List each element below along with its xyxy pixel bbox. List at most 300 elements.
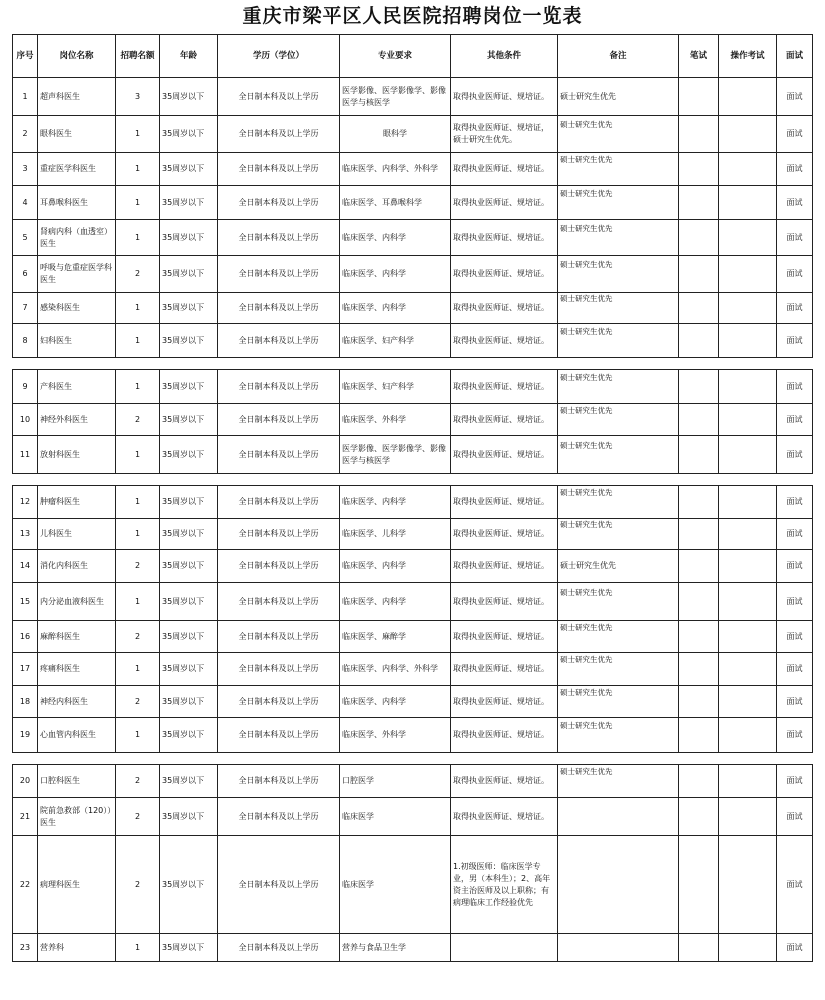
row-gap: [13, 474, 813, 486]
cell-age: 35周岁以下: [160, 686, 218, 718]
cell-practical-exam: [719, 653, 777, 686]
table-row: [13, 404, 813, 436]
cell-practical-exam: [719, 583, 777, 621]
cell-age: 35周岁以下: [160, 550, 218, 583]
note-text: 硕士研究生优先: [560, 687, 613, 697]
note-text: 硕士研究生优先: [560, 91, 616, 101]
table-row: [13, 653, 813, 686]
cell-name: 病理科医生: [38, 836, 116, 934]
cell-major: 医学影像、医学影像学、影像医学与核医学: [340, 78, 451, 116]
cell-other: 取得执业医师证、规培证。: [451, 765, 558, 798]
cell-practical-exam: [719, 621, 777, 653]
cell-no: 19: [13, 718, 38, 753]
cell-practical-exam: [719, 404, 777, 436]
cell-age: 35周岁以下: [160, 486, 218, 519]
cell-other: 取得执业医师证、规培证。: [451, 293, 558, 324]
cell-interview: 面试: [777, 370, 813, 404]
cell-education: 全日制本科及以上学历: [218, 550, 340, 583]
cell-practical-exam: [719, 798, 777, 836]
cell-education: 全日制本科及以上学历: [218, 486, 340, 519]
cell-age: 35周岁以下: [160, 370, 218, 404]
cell-count: 1: [116, 436, 160, 474]
cell-education: 全日制本科及以上学历: [218, 519, 340, 550]
cell-written-exam: [679, 116, 719, 153]
cell-name: 肾病内科（血透室）医生: [38, 220, 116, 256]
cell-major: 临床医学、内科学: [340, 686, 451, 718]
cell-education: 全日制本科及以上学历: [218, 621, 340, 653]
cell-name: 神经外科医生: [38, 404, 116, 436]
cell-practical-exam: [719, 370, 777, 404]
note-text: 硕士研究生优先: [560, 520, 613, 529]
cell-count: 1: [116, 220, 160, 256]
cell-age: 35周岁以下: [160, 186, 218, 220]
note-text: 硕士研究生优先: [560, 405, 613, 415]
cell-major: 临床医学、妇产科学: [340, 370, 451, 404]
cell-written-exam: [679, 583, 719, 621]
cell-note: [558, 798, 679, 836]
cell-other: 取得执业医师证、规培证。: [451, 519, 558, 550]
header-row: [13, 35, 813, 78]
cell-written-exam: [679, 220, 719, 256]
cell-major: 临床医学、外科学: [340, 718, 451, 753]
row-gap: [13, 753, 813, 765]
table-row: [13, 765, 813, 798]
table-row: [13, 78, 813, 116]
cell-written-exam: [679, 404, 719, 436]
cell-no: 4: [13, 186, 38, 220]
cell-note: [558, 583, 679, 621]
cell-count: 2: [116, 686, 160, 718]
cell-practical-exam: [719, 836, 777, 934]
cell-no: 15: [13, 583, 38, 621]
cell-other: [451, 934, 558, 962]
cell-name: 院前急救部（120））医生: [38, 798, 116, 836]
cell-interview: 面试: [777, 836, 813, 934]
table-row: [13, 686, 813, 718]
cell-written-exam: [679, 836, 719, 934]
cell-practical-exam: [719, 718, 777, 753]
note-text: 硕士研究生优先: [560, 326, 613, 336]
cell-name: 眼科医生: [38, 116, 116, 153]
cell-interview: 面试: [777, 583, 813, 621]
cell-practical-exam: [719, 934, 777, 962]
cell-major: 临床医学: [340, 798, 451, 836]
cell-count: 1: [116, 934, 160, 962]
cell-interview: 面试: [777, 653, 813, 686]
cell-interview: 面试: [777, 324, 813, 358]
cell-count: 1: [116, 293, 160, 324]
cell-major: 临床医学、内科学: [340, 550, 451, 583]
cell-education: 全日制本科及以上学历: [218, 186, 340, 220]
note-text: 硕士研究生优先: [560, 721, 613, 730]
cell-practical-exam: [719, 436, 777, 474]
cell-other: 取得执业医师证、规培证。: [451, 370, 558, 404]
cell-note: [558, 370, 679, 404]
cell-practical-exam: [719, 293, 777, 324]
cell-interview: 面试: [777, 765, 813, 798]
note-text: 硕士研究生优先: [560, 440, 613, 450]
table-row: [13, 718, 813, 753]
note-text: 硕士研究生优先: [560, 120, 613, 129]
cell-education: 全日制本科及以上学历: [218, 324, 340, 358]
cell-count: 2: [116, 621, 160, 653]
cell-age: 35周岁以下: [160, 256, 218, 293]
job-table: [12, 34, 813, 962]
cell-no: 5: [13, 220, 38, 256]
cell-name: 超声科医生: [38, 78, 116, 116]
cell-name: 肿瘤科医生: [38, 486, 116, 519]
cell-other: 取得执业医师证、规培证。: [451, 718, 558, 753]
cell-written-exam: [679, 324, 719, 358]
cell-other: 取得执业医师证、规培证。: [451, 550, 558, 583]
header-education: 学历（学位）: [218, 35, 340, 78]
cell-major: 眼科学: [340, 116, 451, 153]
cell-age: 35周岁以下: [160, 78, 218, 116]
cell-age: 35周岁以下: [160, 934, 218, 962]
note-text: 硕士研究生优先: [560, 655, 613, 664]
note-text: 硕士研究生优先: [560, 622, 613, 632]
cell-count: 2: [116, 256, 160, 293]
cell-count: 1: [116, 116, 160, 153]
cell-written-exam: [679, 765, 719, 798]
cell-written-exam: [679, 550, 719, 583]
cell-name: 感染科医生: [38, 293, 116, 324]
note-text: 硕士研究生优先: [560, 587, 613, 597]
cell-practical-exam: [719, 78, 777, 116]
table-row: [13, 583, 813, 621]
cell-practical-exam: [719, 519, 777, 550]
cell-interview: 面试: [777, 798, 813, 836]
table-row: [13, 436, 813, 474]
header-written-exam: 笔试: [679, 35, 719, 78]
table-row: [13, 256, 813, 293]
cell-written-exam: [679, 293, 719, 324]
table-row: [13, 550, 813, 583]
cell-major: 医学影像、医学影像学、影像医学与核医学: [340, 436, 451, 474]
cell-interview: 面试: [777, 550, 813, 583]
cell-education: 全日制本科及以上学历: [218, 765, 340, 798]
header-name: 岗位名称: [38, 35, 116, 78]
table-row: [13, 621, 813, 653]
cell-note: [558, 256, 679, 293]
cell-practical-exam: [719, 256, 777, 293]
cell-no: 16: [13, 621, 38, 653]
cell-no: 8: [13, 324, 38, 358]
cell-interview: 面试: [777, 186, 813, 220]
cell-age: 35周岁以下: [160, 220, 218, 256]
cell-note: [558, 550, 679, 583]
cell-written-exam: [679, 78, 719, 116]
cell-written-exam: [679, 653, 719, 686]
table-row: [13, 220, 813, 256]
note-text: 硕士研究生优先: [560, 155, 613, 164]
note-text: 硕士研究生优先: [560, 260, 613, 269]
cell-education: 全日制本科及以上学历: [218, 153, 340, 186]
cell-name: 营养科: [38, 934, 116, 962]
cell-no: 13: [13, 519, 38, 550]
header-interview: 面试: [777, 35, 813, 78]
note-text: 硕士研究生优先: [560, 561, 616, 570]
cell-practical-exam: [719, 765, 777, 798]
cell-major: 临床医学、妇产科学: [340, 324, 451, 358]
cell-name: 呼吸与危重症医学科医生: [38, 256, 116, 293]
cell-no: 18: [13, 686, 38, 718]
cell-other: 取得执业医师证、规培证。: [451, 486, 558, 519]
cell-written-exam: [679, 370, 719, 404]
cell-note: [558, 836, 679, 934]
cell-age: 35周岁以下: [160, 324, 218, 358]
cell-other: 取得执业医师证、规培证。: [451, 583, 558, 621]
cell-name: 疼痛科医生: [38, 653, 116, 686]
cell-age: 35周岁以下: [160, 765, 218, 798]
cell-age: 35周岁以下: [160, 436, 218, 474]
cell-no: 14: [13, 550, 38, 583]
cell-name: 口腔科医生: [38, 765, 116, 798]
cell-no: 9: [13, 370, 38, 404]
cell-note: [558, 436, 679, 474]
cell-note: [558, 153, 679, 186]
cell-written-exam: [679, 153, 719, 186]
cell-count: 2: [116, 404, 160, 436]
cell-age: 35周岁以下: [160, 583, 218, 621]
cell-major: 口腔医学: [340, 765, 451, 798]
cell-major: 临床医学、内科学: [340, 583, 451, 621]
cell-practical-exam: [719, 686, 777, 718]
table-row: [13, 324, 813, 358]
cell-written-exam: [679, 621, 719, 653]
cell-count: 1: [116, 653, 160, 686]
cell-age: 35周岁以下: [160, 718, 218, 753]
cell-no: 11: [13, 436, 38, 474]
cell-no: 21: [13, 798, 38, 836]
cell-no: 2: [13, 116, 38, 153]
cell-other: 取得执业医师证、规培证。: [451, 153, 558, 186]
cell-other: 取得执业医师证、规培证。: [451, 220, 558, 256]
cell-practical-exam: [719, 550, 777, 583]
cell-age: 35周岁以下: [160, 798, 218, 836]
cell-count: 2: [116, 550, 160, 583]
gap-cell: [13, 474, 813, 486]
cell-age: 35周岁以下: [160, 153, 218, 186]
cell-education: 全日制本科及以上学历: [218, 256, 340, 293]
cell-practical-exam: [719, 486, 777, 519]
cell-no: 6: [13, 256, 38, 293]
cell-written-exam: [679, 798, 719, 836]
cell-age: 35周岁以下: [160, 836, 218, 934]
table-row: [13, 519, 813, 550]
table-row: [13, 153, 813, 186]
cell-age: 35周岁以下: [160, 519, 218, 550]
header-practical-exam: 操作考试: [719, 35, 777, 78]
cell-note: [558, 718, 679, 753]
cell-interview: 面试: [777, 220, 813, 256]
cell-practical-exam: [719, 186, 777, 220]
note-text: 硕士研究生优先: [560, 488, 613, 497]
cell-major: 临床医学、内科学: [340, 293, 451, 324]
cell-interview: 面试: [777, 718, 813, 753]
cell-written-exam: [679, 686, 719, 718]
cell-name: 神经内科医生: [38, 686, 116, 718]
cell-count: 1: [116, 370, 160, 404]
cell-note: [558, 934, 679, 962]
cell-name: 麻醉科医生: [38, 621, 116, 653]
cell-interview: 面试: [777, 486, 813, 519]
cell-interview: 面试: [777, 621, 813, 653]
cell-major: 临床医学、麻醉学: [340, 621, 451, 653]
header-age: 年龄: [160, 35, 218, 78]
cell-count: 1: [116, 718, 160, 753]
cell-education: 全日制本科及以上学历: [218, 436, 340, 474]
cell-education: 全日制本科及以上学历: [218, 798, 340, 836]
cell-count: 3: [116, 78, 160, 116]
cell-practical-exam: [719, 116, 777, 153]
cell-education: 全日制本科及以上学历: [218, 370, 340, 404]
cell-interview: 面试: [777, 293, 813, 324]
cell-major: 营养与食品卫生学: [340, 934, 451, 962]
cell-interview: 面试: [777, 436, 813, 474]
cell-other: 取得执业医师证、规培证。: [451, 621, 558, 653]
cell-other: 取得执业医师证、规培证。: [451, 404, 558, 436]
cell-no: 10: [13, 404, 38, 436]
cell-count: 1: [116, 324, 160, 358]
cell-no: 17: [13, 653, 38, 686]
cell-name: 耳鼻喉科医生: [38, 186, 116, 220]
cell-practical-exam: [719, 324, 777, 358]
cell-other: 取得执业医师证、规培证。: [451, 653, 558, 686]
cell-major: 临床医学、内科学、外科学: [340, 153, 451, 186]
cell-other: 取得执业医师证、规培证。: [451, 686, 558, 718]
cell-written-exam: [679, 718, 719, 753]
cell-name: 消化内科医生: [38, 550, 116, 583]
note-text: 硕士研究生优先: [560, 294, 613, 303]
cell-name: 心血管内科医生: [38, 718, 116, 753]
cell-education: 全日制本科及以上学历: [218, 293, 340, 324]
cell-written-exam: [679, 256, 719, 293]
cell-count: 1: [116, 153, 160, 186]
cell-education: 全日制本科及以上学历: [218, 836, 340, 934]
header-major: 专业要求: [340, 35, 451, 78]
cell-education: 全日制本科及以上学历: [218, 583, 340, 621]
cell-note: [558, 186, 679, 220]
cell-note: [558, 404, 679, 436]
cell-age: 35周岁以下: [160, 293, 218, 324]
cell-major: 临床医学、内科学: [340, 486, 451, 519]
cell-note: [558, 519, 679, 550]
cell-note: [558, 653, 679, 686]
cell-name: 产科医生: [38, 370, 116, 404]
cell-written-exam: [679, 436, 719, 474]
header-note: 备注: [558, 35, 679, 78]
cell-count: 2: [116, 798, 160, 836]
cell-interview: 面试: [777, 116, 813, 153]
cell-no: 1: [13, 78, 38, 116]
cell-major: 临床医学、内科学: [340, 220, 451, 256]
cell-name: 妇科医生: [38, 324, 116, 358]
cell-interview: 面试: [777, 404, 813, 436]
row-gap: [13, 358, 813, 370]
cell-education: 全日制本科及以上学历: [218, 404, 340, 436]
cell-major: 临床医学、耳鼻喉科学: [340, 186, 451, 220]
cell-note: [558, 765, 679, 798]
cell-written-exam: [679, 486, 719, 519]
table-row: [13, 370, 813, 404]
table-row: [13, 293, 813, 324]
cell-education: 全日制本科及以上学历: [218, 653, 340, 686]
cell-note: [558, 116, 679, 153]
cell-note: [558, 621, 679, 653]
cell-age: 35周岁以下: [160, 653, 218, 686]
cell-other: 取得执业医师证、规培证。: [451, 78, 558, 116]
cell-count: 1: [116, 583, 160, 621]
cell-name: 放射科医生: [38, 436, 116, 474]
cell-major: 临床医学、内科学: [340, 256, 451, 293]
cell-education: 全日制本科及以上学历: [218, 686, 340, 718]
cell-other: 取得执业医师证、规培证。: [451, 186, 558, 220]
gap-cell: [13, 358, 813, 370]
table-row: [13, 186, 813, 220]
header-no: 序号: [13, 35, 38, 78]
cell-interview: 面试: [777, 78, 813, 116]
cell-no: 12: [13, 486, 38, 519]
table-row: [13, 798, 813, 836]
header-other: 其他条件: [451, 35, 558, 78]
cell-major: 临床医学、外科学: [340, 404, 451, 436]
cell-written-exam: [679, 934, 719, 962]
table-row: [13, 836, 813, 934]
table-row: [13, 486, 813, 519]
cell-name: 内分泌血液科医生: [38, 583, 116, 621]
cell-other: 取得执业医师证、规培证，硕士研究生优先。: [451, 116, 558, 153]
cell-written-exam: [679, 186, 719, 220]
note-text: 硕士研究生优先: [560, 223, 613, 233]
cell-other: 取得执业医师证、规培证。: [451, 256, 558, 293]
table-row: [13, 934, 813, 962]
cell-no: 7: [13, 293, 38, 324]
note-text: 硕士研究生优先: [560, 372, 613, 382]
cell-interview: 面试: [777, 686, 813, 718]
cell-education: 全日制本科及以上学历: [218, 220, 340, 256]
cell-count: 1: [116, 486, 160, 519]
cell-practical-exam: [719, 153, 777, 186]
cell-no: 22: [13, 836, 38, 934]
header-count: 招聘名额: [116, 35, 160, 78]
table-row: [13, 116, 813, 153]
cell-major: 临床医学、内科学、外科学: [340, 653, 451, 686]
gap-cell: [13, 753, 813, 765]
cell-other: 取得执业医师证、规培证。: [451, 798, 558, 836]
cell-age: 35周岁以下: [160, 404, 218, 436]
cell-no: 20: [13, 765, 38, 798]
cell-age: 35周岁以下: [160, 621, 218, 653]
cell-count: 2: [116, 836, 160, 934]
note-text: 硕士研究生优先: [560, 767, 613, 776]
cell-no: 23: [13, 934, 38, 962]
cell-major: 临床医学、儿科学: [340, 519, 451, 550]
cell-education: 全日制本科及以上学历: [218, 718, 340, 753]
cell-note: [558, 686, 679, 718]
cell-note: [558, 78, 679, 116]
cell-interview: 面试: [777, 519, 813, 550]
cell-education: 全日制本科及以上学历: [218, 934, 340, 962]
page-title: 重庆市梁平区人民医院招聘岗位一览表: [242, 5, 583, 27]
cell-written-exam: [679, 519, 719, 550]
cell-interview: 面试: [777, 256, 813, 293]
cell-major: 临床医学: [340, 836, 451, 934]
cell-interview: 面试: [777, 934, 813, 962]
cell-name: 儿科医生: [38, 519, 116, 550]
cell-age: 35周岁以下: [160, 116, 218, 153]
cell-note: [558, 220, 679, 256]
